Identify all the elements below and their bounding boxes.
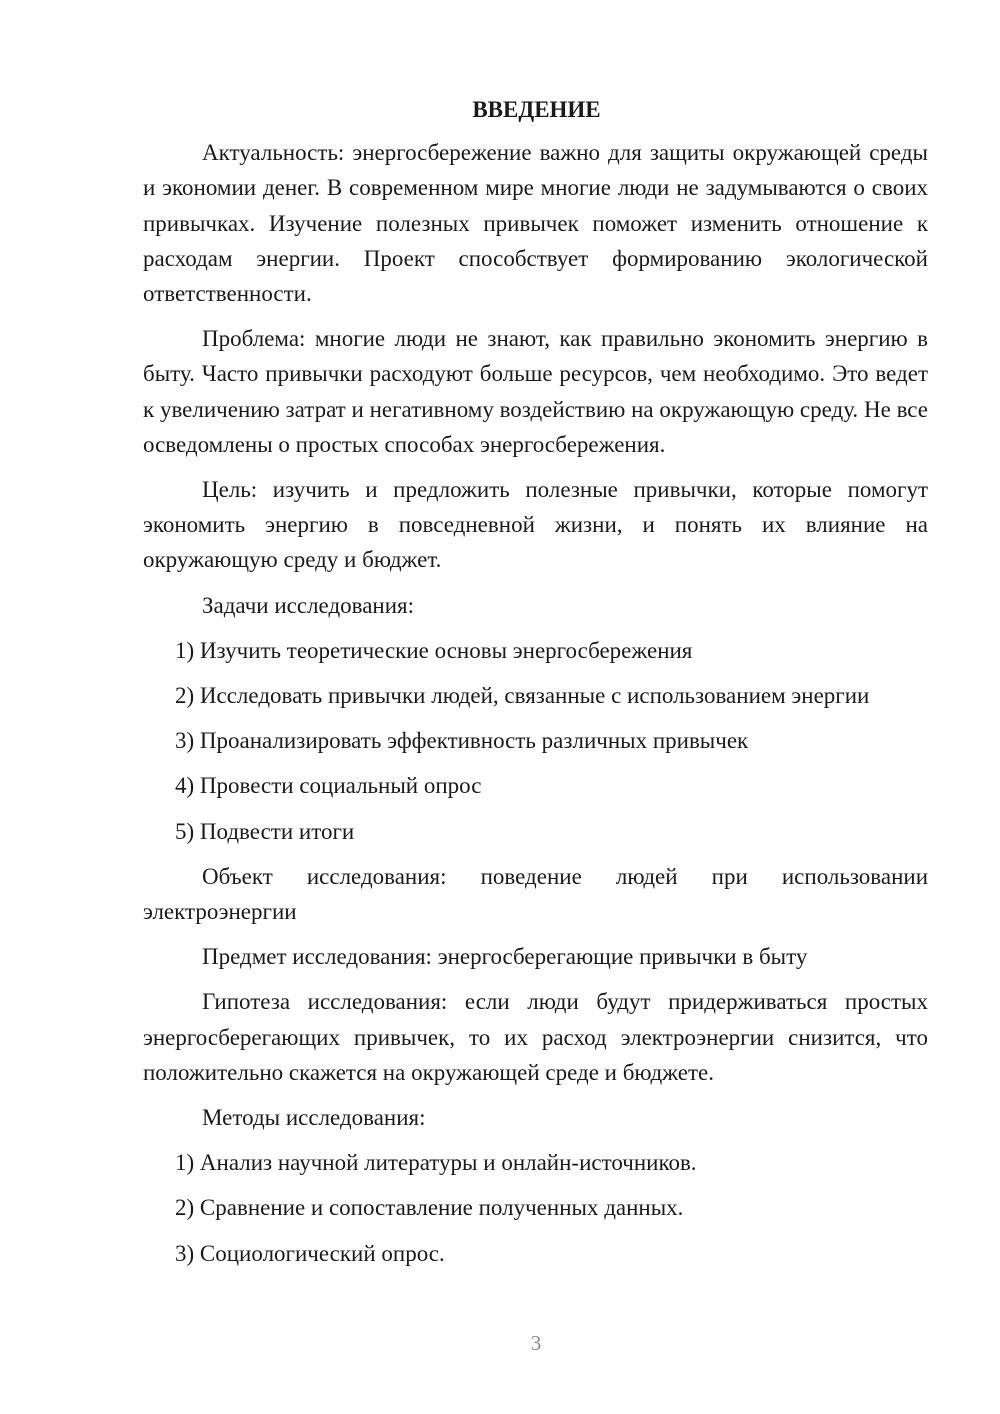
hypothesis-paragraph: Гипотеза исследования: если люди будут придерживаться простых энергосберегающих привычек, то их расход электроэнергии снизится, что положительно скажется на окружающей среде и бюджете. xyxy=(143,989,928,1085)
tasks-list xyxy=(143,633,928,849)
page-number: 3 xyxy=(530,1331,542,1355)
methods-list xyxy=(143,1145,928,1271)
subject-paragraph: Предмет исследования: энергосберегающие привычки в быту xyxy=(202,944,808,970)
task-item: 4) Провести социальный опрос xyxy=(175,773,482,799)
page-heading: ВВЕДЕНИЕ xyxy=(472,97,601,122)
methods-label: Методы исследования: xyxy=(202,1105,426,1131)
task-item: 1) Изучить теоретические основы энергосбережения xyxy=(175,637,693,663)
task-item: 5) Подвести итоги xyxy=(175,818,355,844)
problem-paragraph: Проблема: многие люди не знают, как правильно экономить энергию в быту. Часто привычки расходуют больше ресурсов, чем необходимо. Это ведет к увеличению затрат и негативному воздействию на окружающую среду. Не все осведомлены о простых способах энергосбережения. xyxy=(143,326,928,457)
method-item: 1) Анализ научной литературы и онлайн-источников. xyxy=(175,1150,697,1176)
tasks-label: Задачи исследования: xyxy=(202,592,415,618)
method-item: 3) Социологический опрос. xyxy=(175,1240,445,1266)
object-paragraph: Объект исследования: поведение людей при использовании электроэнергии xyxy=(143,863,928,925)
task-item: 3) Проанализировать эффективность различных привычек xyxy=(175,728,749,754)
method-item: 2) Сравнение и сопоставление полученных данных. xyxy=(175,1195,684,1221)
relevance-paragraph: Актуальность: энергосбережение важно для защиты окружающей среды и экономии денег. В современном мире многие люди не задумываются о своих привычках. Изучение полезных привычек поможет изменить отношение к расходам энергии. Проект способствует формированию экологической ответственности. xyxy=(143,140,928,307)
goal-paragraph: Цель: изучить и предложить полезные привычки, которые помогут экономить энергию в повседневной жизни, и понять их влияние на окружающую среду и бюджет. xyxy=(143,477,928,573)
task-item: 2) Исследовать привычки людей, связанные с использованием энергии xyxy=(175,683,870,709)
document-page xyxy=(143,92,928,1281)
